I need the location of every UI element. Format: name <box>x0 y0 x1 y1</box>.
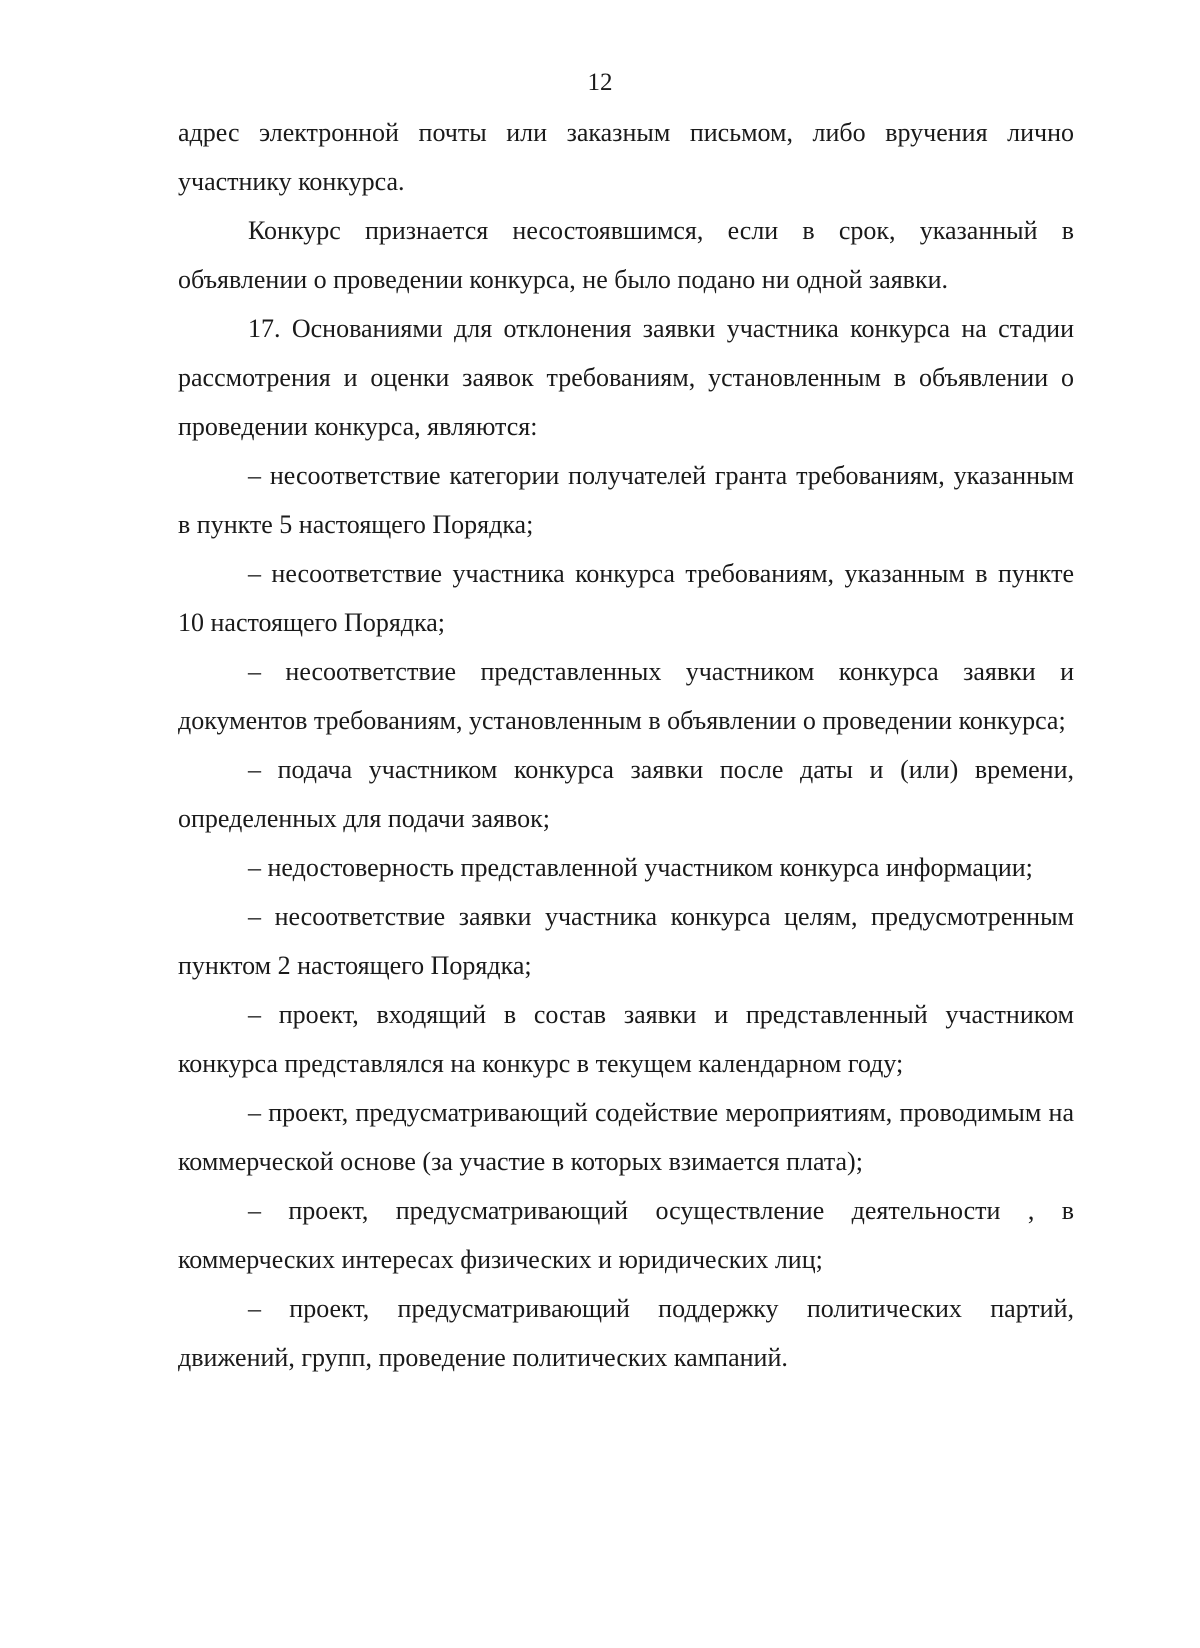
list-item-10: – проект, предусматривающий поддержку политических партий, движений, групп, проведение политических кампаний. <box>178 1294 1074 1372</box>
list-item-7: – проект, входящий в состав заявки и представленный участником конкурса представлялся на конкурс в текущем календарном году; <box>178 1000 1074 1078</box>
list-item-9: – проект, предусматривающий осуществление деятельности , в коммерческих интересах физических и юридических лиц; <box>178 1196 1074 1274</box>
document-body <box>178 108 1074 1382</box>
list-item-3: – несоответствие представленных участником конкурса заявки и документов требованиям, установленным в объявлении о проведении конкурса; <box>178 657 1074 735</box>
list-item-4: – подача участником конкурса заявки после даты и (или) времени, определенных для подачи заявок; <box>178 755 1074 833</box>
list-item-2: – несоответствие участника конкурса требованиям, указанным в пункте 10 настоящего Порядка; <box>178 559 1074 637</box>
paragraph-1: адрес электронной почты или заказным письмом, либо вручения лично участнику конкурса. <box>178 118 1074 196</box>
list-item-6: – несоответствие заявки участника конкурса целям, предусмотренным пунктом 2 настоящего Порядка; <box>178 902 1074 980</box>
list-item-8: – проект, предусматривающий содействие мероприятиям, проводимым на коммерческой основе (за участие в которых взимается плата); <box>178 1098 1074 1176</box>
list-item-5: – недостоверность представленной участником конкурса информации; <box>248 853 1033 882</box>
page-number: 12 <box>587 69 613 96</box>
paragraph-3: 17. Основаниями для отклонения заявки участника конкурса на стадии рассмотрения и оценки заявок требованиям, установленным в объявлении о проведении конкурса, являются: <box>178 314 1074 441</box>
list-item-1: – несоответствие категории получателей гранта требованиям, указанным в пункте 5 настоящего Порядка; <box>178 461 1074 539</box>
paragraph-2: Конкурс признается несостоявшимся, если в срок, указанный в объявлении о проведении конкурса, не было подано ни одной заявки. <box>178 216 1074 294</box>
